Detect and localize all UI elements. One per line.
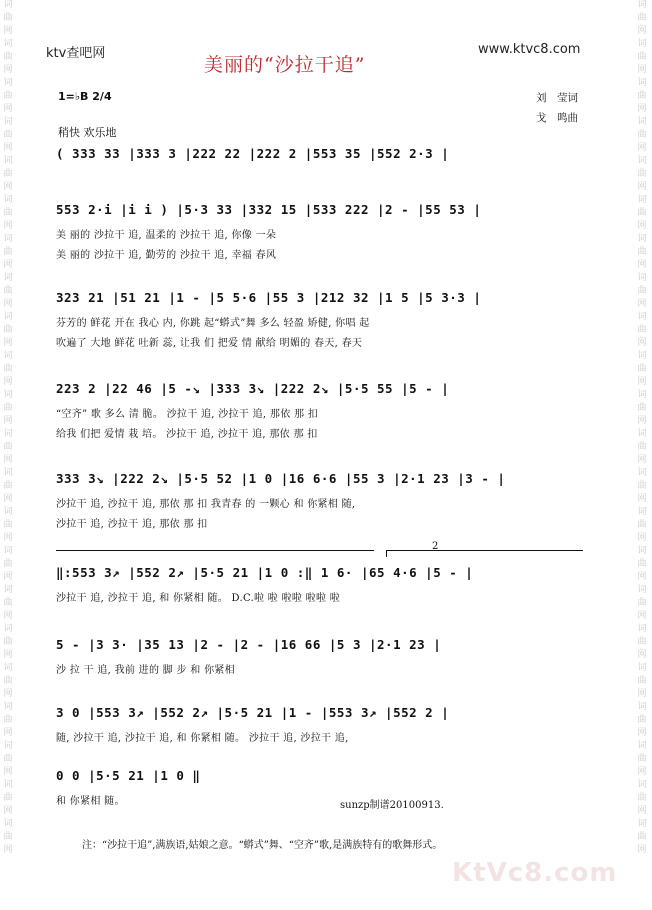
side-watermark-right	[636, 0, 648, 910]
lyric-line: 美 丽的 沙拉干 追, 温柔的 沙拉干 追, 你像 一朵	[56, 230, 277, 241]
side-watermark-char: 曲	[637, 754, 647, 764]
side-watermark-char: 曲	[3, 208, 13, 218]
side-watermark-char: 词	[637, 390, 647, 400]
side-watermark-char: 词	[3, 780, 13, 790]
side-watermark-char: 词	[3, 585, 13, 595]
side-watermark-char: 曲	[637, 442, 647, 452]
footnote: 注：“沙拉干追”,满族语,姑娘之意。“蟒式”舞、“空齐”歌,是满族特有的歌舞形式。	[82, 840, 443, 851]
side-watermark-char: 曲	[3, 481, 13, 491]
side-watermark-char: 曲	[637, 559, 647, 569]
side-watermark-char: 网	[637, 845, 647, 855]
side-watermark-char: 词	[637, 585, 647, 595]
side-watermark-char: 词	[3, 819, 13, 829]
side-watermark-char: 网	[3, 260, 13, 270]
side-watermark-char: 网	[637, 572, 647, 582]
side-watermark-char: 网	[637, 221, 647, 231]
lyric-line: 随, 沙拉干 追, 沙拉干 追, 和 你紧相 随。 沙拉干 追, 沙拉干 追,	[56, 733, 349, 744]
key-signature: 1=♭B 2/4	[58, 90, 112, 103]
side-watermark-char: 曲	[637, 481, 647, 491]
side-watermark-char: 曲	[637, 832, 647, 842]
lyric-line: 沙拉干 追, 沙拉干 追, 那依 那 扣 我青春 的 一颗心 和 你紧相 随,	[56, 499, 356, 510]
notation-row: 333 3↘ |222 2↘ |5·5 52 |1 0 |16 6·6 |55 3 |2·1 23 |3 - |	[56, 471, 506, 486]
notation-row: 223 2 |22 46 |5 -↘ |333 3↘ |222 2↘ |5·5 55 |5 - |	[56, 381, 450, 396]
lyric-line: 沙拉干 追, 沙拉干 追, 那依 那 扣	[56, 519, 208, 530]
side-watermark-char: 网	[637, 611, 647, 621]
side-watermark-char: 词	[637, 273, 647, 283]
lyric-line: 沙 拉 干 追, 我前 进的 脚 步 和 你紧相	[56, 665, 235, 676]
side-watermark-char: 网	[3, 299, 13, 309]
side-watermark-char: 曲	[637, 403, 647, 413]
side-watermark-char: 词	[637, 507, 647, 517]
side-watermark-char: 网	[3, 728, 13, 738]
repeat-line	[56, 550, 374, 551]
side-watermark-char: 网	[3, 533, 13, 543]
side-watermark-char: 词	[637, 78, 647, 88]
side-watermark-char: 曲	[3, 637, 13, 647]
side-watermark-char: 词	[637, 234, 647, 244]
side-watermark-char: 网	[3, 221, 13, 231]
side-watermark-char: 网	[637, 767, 647, 777]
side-watermark-char: 网	[637, 26, 647, 36]
side-watermark-char: 词	[3, 624, 13, 634]
side-watermark-char: 曲	[637, 715, 647, 725]
side-watermark-char: 词	[3, 78, 13, 88]
side-watermark-char: 曲	[3, 676, 13, 686]
side-watermark-char: 词	[3, 390, 13, 400]
side-watermark-char: 网	[3, 806, 13, 816]
volta-bracket	[386, 550, 583, 557]
side-watermark-char: 词	[637, 546, 647, 556]
side-watermark-char: 曲	[3, 13, 13, 23]
side-watermark-char: 网	[3, 767, 13, 777]
side-watermark-char: 曲	[637, 169, 647, 179]
notation-row: 5 - |3 3· |35 13 |2 - |2 - |16 66 |5 3 |2·1 23 |	[56, 637, 442, 652]
side-watermark-char: 词	[3, 156, 13, 166]
side-watermark-char: 词	[637, 156, 647, 166]
side-watermark-char: 词	[3, 429, 13, 439]
side-watermark-char: 网	[3, 143, 13, 153]
side-watermark-char: 曲	[637, 637, 647, 647]
side-watermark-char: 曲	[637, 52, 647, 62]
side-watermark-char: 词	[3, 234, 13, 244]
side-watermark-char: 词	[3, 273, 13, 283]
site-watermark: KtVc8.com	[452, 858, 618, 888]
lyric-line: 吹遍了 大地 鲜花 吐新 蕊, 让我 们 把爱 情 献给 明媚的 春天, 春天	[56, 338, 363, 349]
side-watermark-char: 曲	[3, 832, 13, 842]
side-watermark-char: 网	[637, 650, 647, 660]
notation-row: ( 333 33 |333 3 |222 22 |222 2 |553 35 |552 2·3 |	[56, 146, 450, 161]
side-watermark-char: 网	[3, 338, 13, 348]
side-watermark-char: 词	[3, 702, 13, 712]
side-watermark-left	[2, 0, 14, 910]
tempo-marking: 稍快 欢乐地	[58, 126, 117, 139]
side-watermark-char: 曲	[3, 520, 13, 530]
side-watermark-char: 曲	[637, 286, 647, 296]
side-watermark-char: 网	[637, 65, 647, 75]
side-watermark-char: 曲	[3, 247, 13, 257]
side-watermark-char: 网	[637, 806, 647, 816]
lyric-line: 给我 们把 爱情 栽 培。 沙拉干 追, 沙拉干 追, 那依 那 扣	[56, 429, 318, 440]
side-watermark-char: 词	[3, 468, 13, 478]
side-watermark-char: 曲	[3, 325, 13, 335]
side-watermark-char: 曲	[3, 169, 13, 179]
side-watermark-char: 词	[637, 429, 647, 439]
side-watermark-char: 网	[637, 338, 647, 348]
side-watermark-char: 曲	[3, 442, 13, 452]
side-watermark-char: 词	[3, 117, 13, 127]
lyric-line: 和 你紧相 随。	[56, 796, 125, 807]
site-name-left: ktv查吧网	[46, 46, 106, 61]
side-watermark-char: 网	[3, 182, 13, 192]
song-title: 美丽的“沙拉干追”	[204, 54, 366, 76]
notation-row: 3 0 |553 3↗ |552 2↗ |5·5 21 |1 - |553 3↗ |552 2 |	[56, 705, 450, 720]
side-watermark-char: 曲	[637, 520, 647, 530]
lyric-line: “空齐” 歌 多么 清 脆。 沙拉干 追, 沙拉干 追, 那依 那 扣	[56, 409, 319, 420]
side-watermark-char: 网	[637, 260, 647, 270]
side-watermark-char: 词	[637, 0, 647, 10]
side-watermark-char: 网	[637, 143, 647, 153]
side-watermark-char: 曲	[637, 598, 647, 608]
notation-row: 553 2·i |i i ) |5·3 33 |332 15 |533 222 |2 - |55 53 |	[56, 202, 482, 217]
side-watermark-char: 词	[3, 663, 13, 673]
side-watermark-char: 曲	[637, 325, 647, 335]
side-watermark-char: 词	[637, 39, 647, 49]
side-watermark-char: 网	[637, 416, 647, 426]
side-watermark-char: 曲	[3, 403, 13, 413]
notation-row: 323 21 |51 21 |1 - |5 5·6 |55 3 |212 32 |1 5 |5 3·3 |	[56, 290, 482, 305]
side-watermark-char: 曲	[3, 559, 13, 569]
side-watermark-char: 曲	[637, 364, 647, 374]
side-watermark-char: 曲	[637, 13, 647, 23]
side-watermark-char: 曲	[637, 247, 647, 257]
side-watermark-char: 网	[3, 416, 13, 426]
side-watermark-char: 网	[3, 377, 13, 387]
side-watermark-char: 网	[637, 455, 647, 465]
side-watermark-char: 网	[637, 689, 647, 699]
side-watermark-char: 曲	[3, 130, 13, 140]
side-watermark-char: 网	[3, 611, 13, 621]
side-watermark-char: 词	[637, 117, 647, 127]
side-watermark-char: 网	[637, 299, 647, 309]
side-watermark-char: 网	[637, 377, 647, 387]
side-watermark-char: 词	[3, 741, 13, 751]
side-watermark-char: 网	[637, 182, 647, 192]
side-watermark-char: 词	[637, 468, 647, 478]
side-watermark-char: 曲	[637, 91, 647, 101]
side-watermark-char: 词	[3, 507, 13, 517]
side-watermark-char: 网	[3, 494, 13, 504]
lyricist-credit: 刘 莹词	[536, 92, 578, 104]
side-watermark-char: 词	[3, 39, 13, 49]
notation-row: 0 0 |5·5 21 |1 0 ‖	[56, 768, 201, 783]
side-watermark-char: 词	[637, 702, 647, 712]
side-watermark-char: 词	[3, 546, 13, 556]
side-watermark-char: 网	[637, 104, 647, 114]
notation-row: ‖:553 3↗ |552 2↗ |5·5 21 |1 0 :‖ 1 6· |65 4·6 |5 - |	[56, 565, 474, 580]
side-watermark-char: 曲	[3, 598, 13, 608]
side-watermark-char: 曲	[637, 676, 647, 686]
side-watermark-char: 网	[3, 26, 13, 36]
side-watermark-char: 曲	[3, 52, 13, 62]
side-watermark-char: 词	[3, 0, 13, 10]
side-watermark-char: 词	[637, 624, 647, 634]
lyric-line: 美 丽的 沙拉干 追, 勤劳的 沙拉干 追, 幸福 春风	[56, 250, 277, 261]
side-watermark-char: 曲	[637, 793, 647, 803]
side-watermark-char: 曲	[3, 793, 13, 803]
side-watermark-char: 网	[3, 845, 13, 855]
side-watermark-char: 词	[637, 663, 647, 673]
side-watermark-char: 词	[637, 312, 647, 322]
side-watermark-char: 网	[637, 533, 647, 543]
side-watermark-char: 网	[637, 728, 647, 738]
lyric-line: 沙拉干 追, 沙拉干 追, 和 你紧相 随。 D.C.啦 啦 啦啦 啦啦 啦	[56, 593, 341, 604]
site-name-right: www.ktvc8.com	[478, 42, 581, 57]
side-watermark-char: 曲	[3, 364, 13, 374]
side-watermark-char: 词	[3, 351, 13, 361]
side-watermark-char: 词	[637, 780, 647, 790]
side-watermark-char: 曲	[3, 754, 13, 764]
volta-number: 2	[432, 541, 439, 552]
side-watermark-char: 词	[637, 351, 647, 361]
side-watermark-char: 网	[3, 572, 13, 582]
side-watermark-char: 词	[637, 195, 647, 205]
side-watermark-char: 词	[637, 741, 647, 751]
side-watermark-char: 曲	[3, 715, 13, 725]
transcriber-signature: sunzp制谱20100913.	[340, 800, 444, 811]
side-watermark-char: 词	[637, 819, 647, 829]
side-watermark-char: 词	[3, 312, 13, 322]
side-watermark-char: 网	[637, 494, 647, 504]
side-watermark-char: 网	[3, 65, 13, 75]
side-watermark-char: 曲	[3, 91, 13, 101]
side-watermark-char: 网	[3, 104, 13, 114]
side-watermark-char: 曲	[637, 130, 647, 140]
lyric-line: 芬芳的 鲜花 开在 我心 内, 你跳 起“蟒式”舞 多么 轻盈 矫健, 你唱 起	[56, 318, 370, 329]
side-watermark-char: 网	[3, 455, 13, 465]
side-watermark-char: 曲	[3, 286, 13, 296]
side-watermark-char: 网	[3, 650, 13, 660]
side-watermark-char: 网	[3, 689, 13, 699]
side-watermark-char: 曲	[637, 208, 647, 218]
side-watermark-char: 词	[3, 195, 13, 205]
composer-credit: 戈 鸣曲	[536, 112, 578, 124]
